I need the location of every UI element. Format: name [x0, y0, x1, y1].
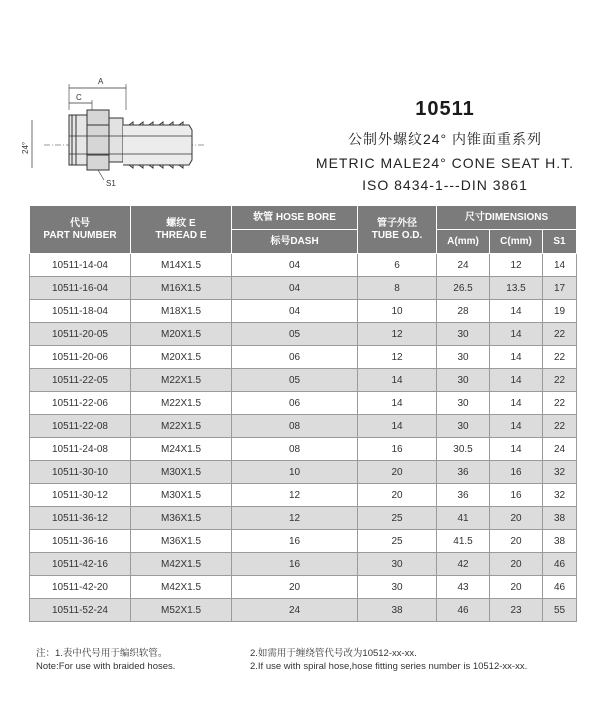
cell-thread: M36X1.5 [131, 507, 232, 530]
cell-dash: 10 [232, 461, 358, 484]
cell-part-number: 10511-14-04 [30, 254, 131, 277]
cell-dash: 05 [232, 369, 358, 392]
cell-thread: M22X1.5 [131, 392, 232, 415]
title-block [300, 98, 590, 193]
cell-part-number: 10511-52-24 [30, 599, 131, 622]
cell-dim-c: 14 [490, 323, 543, 346]
note-1 [36, 647, 175, 673]
standard-title: ISO 8434-1---DIN 3861 [362, 177, 528, 193]
table-row [30, 599, 577, 622]
cell-dim-a: 46 [437, 599, 490, 622]
cell-dash: 05 [232, 323, 358, 346]
cell-dash: 08 [232, 415, 358, 438]
chinese-title: 公制外螺纹24° 内锥面重系列 [347, 131, 543, 147]
cell-dim-s1: 38 [543, 530, 577, 553]
note-2-cn: 2.如需用于缠绕管代号改为10512-xx-xx. [250, 648, 417, 659]
cell-dash: 16 [232, 530, 358, 553]
cell-dim-s1: 46 [543, 576, 577, 599]
cell-dim-a: 30 [437, 369, 490, 392]
cell-tube-od: 8 [358, 277, 437, 300]
cell-thread: M52X1.5 [131, 599, 232, 622]
cell-dim-s1: 32 [543, 484, 577, 507]
cell-dash: 12 [232, 484, 358, 507]
cell-dim-c: 14 [490, 392, 543, 415]
header-a: A(mm) [437, 230, 490, 254]
spec-table [29, 205, 577, 622]
cell-dim-c: 20 [490, 576, 543, 599]
dim-c-label: C [76, 93, 82, 102]
cell-dim-a: 30 [437, 415, 490, 438]
header-thread-cn: 螺纹 E [166, 217, 196, 229]
cell-dash: 06 [232, 346, 358, 369]
cell-tube-od: 12 [358, 346, 437, 369]
table-row [30, 484, 577, 507]
header-tube-cn: 管子外径 [377, 217, 417, 229]
cell-part-number: 10511-20-06 [30, 346, 131, 369]
cell-part-number: 10511-30-12 [30, 484, 131, 507]
cell-tube-od: 6 [358, 254, 437, 277]
cell-dim-c: 14 [490, 415, 543, 438]
header-s1: S1 [543, 230, 577, 254]
table-row [30, 323, 577, 346]
cell-dim-a: 36 [437, 461, 490, 484]
cell-dim-s1: 22 [543, 392, 577, 415]
cell-dim-c: 13.5 [490, 277, 543, 300]
cell-dim-s1: 19 [543, 300, 577, 323]
cell-dim-c: 14 [490, 369, 543, 392]
cell-thread: M42X1.5 [131, 553, 232, 576]
cell-tube-od: 20 [358, 461, 437, 484]
cell-part-number: 10511-18-04 [30, 300, 131, 323]
cell-dim-a: 26.5 [437, 277, 490, 300]
note-2 [250, 647, 527, 673]
cell-dim-s1: 22 [543, 415, 577, 438]
cell-dash: 24 [232, 599, 358, 622]
table-row [30, 553, 577, 576]
cell-dim-s1: 55 [543, 599, 577, 622]
cell-dim-a: 30 [437, 346, 490, 369]
cell-dash: 06 [232, 392, 358, 415]
cell-thread: M16X1.5 [131, 277, 232, 300]
header-c: C(mm) [490, 230, 543, 254]
cell-thread: M20X1.5 [131, 323, 232, 346]
header-thread [131, 206, 232, 254]
cell-tube-od: 38 [358, 599, 437, 622]
header-part-en: PART NUMBER [43, 229, 117, 241]
dim-a-label: A [98, 77, 104, 86]
cell-thread: M22X1.5 [131, 415, 232, 438]
cell-dash: 12 [232, 507, 358, 530]
table-row [30, 346, 577, 369]
cell-part-number: 10511-22-06 [30, 392, 131, 415]
cell-thread: M30X1.5 [131, 484, 232, 507]
cell-dim-s1: 22 [543, 323, 577, 346]
cell-thread: M22X1.5 [131, 369, 232, 392]
header-hose-bore: 软管 HOSE BORE [232, 206, 358, 230]
cell-part-number: 10511-16-04 [30, 277, 131, 300]
cell-part-number: 10511-36-12 [30, 507, 131, 530]
table-row [30, 392, 577, 415]
cell-tube-od: 14 [358, 415, 437, 438]
table-row [30, 530, 577, 553]
dim-s1-label: S1 [106, 179, 116, 188]
cell-tube-od: 30 [358, 553, 437, 576]
header-part-cn: 代号 [70, 217, 90, 229]
table-row [30, 254, 577, 277]
cell-dim-s1: 32 [543, 461, 577, 484]
cell-dim-a: 41.5 [437, 530, 490, 553]
cell-dim-c: 14 [490, 300, 543, 323]
note-1-cn: 注：1.表中代号用于编织软管。 [36, 648, 168, 659]
cell-tube-od: 20 [358, 484, 437, 507]
table-row [30, 415, 577, 438]
cell-part-number: 10511-22-08 [30, 415, 131, 438]
cell-tube-od: 14 [358, 392, 437, 415]
header-tube-en: TUBE O.D. [371, 229, 423, 241]
cell-dim-s1: 22 [543, 369, 577, 392]
cell-dim-c: 23 [490, 599, 543, 622]
cell-thread: M24X1.5 [131, 438, 232, 461]
cell-part-number: 10511-24-08 [30, 438, 131, 461]
cell-dash: 20 [232, 576, 358, 599]
header-part-number [30, 206, 131, 254]
cell-dim-c: 14 [490, 346, 543, 369]
cell-tube-od: 12 [358, 323, 437, 346]
cell-part-number: 10511-30-10 [30, 461, 131, 484]
header-dimensions: 尺寸DIMENSIONS [437, 206, 577, 230]
cell-dim-s1: 17 [543, 277, 577, 300]
fitting-drawing [14, 70, 214, 190]
cell-dim-a: 30.5 [437, 438, 490, 461]
cell-dash: 04 [232, 300, 358, 323]
cell-dim-a: 28 [437, 300, 490, 323]
cell-thread: M18X1.5 [131, 300, 232, 323]
cell-dim-c: 20 [490, 553, 543, 576]
cell-dim-s1: 22 [543, 346, 577, 369]
cell-thread: M30X1.5 [131, 461, 232, 484]
cell-dim-a: 41 [437, 507, 490, 530]
table-row [30, 576, 577, 599]
cell-dim-a: 36 [437, 484, 490, 507]
cell-dim-s1: 14 [543, 254, 577, 277]
header-dash: 标号DASH [232, 230, 358, 254]
cell-part-number: 10511-42-20 [30, 576, 131, 599]
table-row [30, 507, 577, 530]
cell-dim-a: 30 [437, 323, 490, 346]
cell-dash: 08 [232, 438, 358, 461]
cell-thread: M36X1.5 [131, 530, 232, 553]
cell-dim-s1: 38 [543, 507, 577, 530]
cell-tube-od: 30 [358, 576, 437, 599]
cell-dim-s1: 24 [543, 438, 577, 461]
cell-tube-od: 10 [358, 300, 437, 323]
cell-dash: 04 [232, 277, 358, 300]
cell-thread: M14X1.5 [131, 254, 232, 277]
table-row [30, 461, 577, 484]
cell-tube-od: 14 [358, 369, 437, 392]
english-title: METRIC MALE24° CONE SEAT H.T. [315, 155, 575, 171]
cell-thread: M42X1.5 [131, 576, 232, 599]
header-tube-od [358, 206, 437, 254]
table-row [30, 277, 577, 300]
cell-tube-od: 25 [358, 507, 437, 530]
note-2-en: 2.If use with spiral hose,hose fitting series number is 10512-xx-xx. [250, 661, 528, 672]
cell-dash: 04 [232, 254, 358, 277]
cell-dim-c: 20 [490, 530, 543, 553]
cell-part-number: 10511-22-05 [30, 369, 131, 392]
cell-dim-c: 20 [490, 507, 543, 530]
cell-part-number: 10511-36-16 [30, 530, 131, 553]
cell-dim-c: 12 [490, 254, 543, 277]
cell-dim-a: 42 [437, 553, 490, 576]
cell-thread: M20X1.5 [131, 346, 232, 369]
part-title: 10511 [415, 98, 475, 120]
cell-tube-od: 25 [358, 530, 437, 553]
cell-part-number: 10511-42-16 [30, 553, 131, 576]
cell-tube-od: 16 [358, 438, 437, 461]
table-row [30, 438, 577, 461]
cell-part-number: 10511-20-05 [30, 323, 131, 346]
cell-dim-c: 16 [490, 484, 543, 507]
table-row [30, 300, 577, 323]
dim-e-label: 24° [21, 141, 30, 154]
cell-dim-c: 16 [490, 461, 543, 484]
cell-dim-a: 24 [437, 254, 490, 277]
cell-dim-s1: 46 [543, 553, 577, 576]
cell-dim-a: 30 [437, 392, 490, 415]
table-row [30, 369, 577, 392]
cell-dim-c: 14 [490, 438, 543, 461]
note-1-en: Note:For use with braided hoses. [36, 661, 176, 672]
header-thread-en: THREAD E [155, 229, 207, 241]
cell-dim-a: 43 [437, 576, 490, 599]
cell-dash: 16 [232, 553, 358, 576]
